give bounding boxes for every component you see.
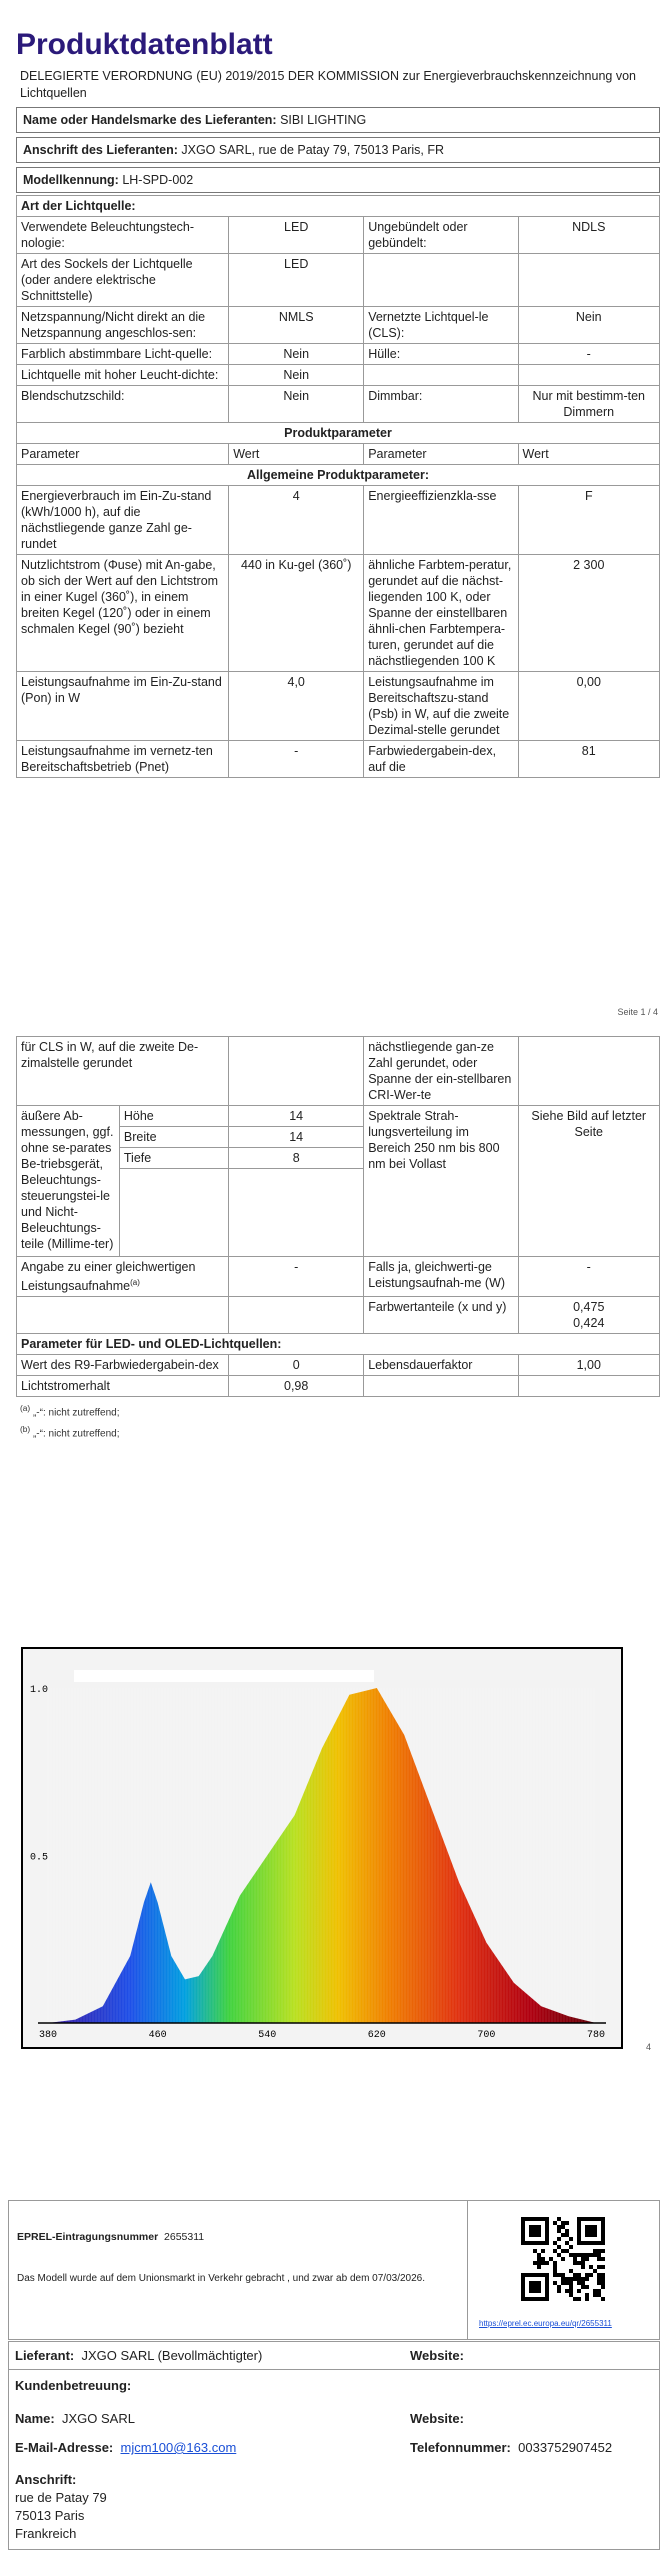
col-header-value-2: Wert <box>518 444 659 465</box>
lightsource-cell: Blendschutzschild: <box>17 386 229 423</box>
lightsource-cell <box>518 365 659 386</box>
lightsource-cell: Art des Sockels der Lichtquelle (oder andere elektrische Schnittstelle) <box>17 254 229 307</box>
param-cell: 81 <box>518 741 659 778</box>
param-cell: Leistungsaufnahme im Bereitschaftszu-stand (Psb) in W, auf die zweite Dezimal-stelle gerundet <box>364 672 518 741</box>
lightsource-table <box>16 195 660 778</box>
lumen-maint-value: 0,98 <box>229 1376 364 1397</box>
param-cell: ähnliche Farbtem-peratur, gerundet auf die nächst-liegenden 100 K, oder Spanne der einstellbaren ähnli-chen Farbtempera-turen, gerundet auf die nächstliegenden 100 K <box>364 555 518 672</box>
param-cell: Nutzlichtstrom (Φuse) mit An-gabe, ob sich der Wert auf den Lichtstrom in einer Kugel (360˚), in einem breiten Kegel (120˚) oder in einem schmalen Kegel (90˚) bezieht <box>17 555 229 672</box>
dim-depth-value: 8 <box>229 1148 364 1169</box>
y-tick-label: 1.0 <box>30 1685 49 1696</box>
ifyes-value: - <box>518 1257 660 1297</box>
param-cell: Leistungsaufnahme im Ein-Zu-stand (Pon) in W <box>17 672 229 741</box>
dim-height-label: Höhe <box>119 1106 228 1127</box>
service-heading: Kundenbetreuung: <box>15 2378 132 2393</box>
param-cell: Leistungsaufnahme im vernetz-ten Bereitschaftsbetrieb (Pnet) <box>17 741 229 778</box>
model-id-row: Modellkennung: LH-SPD-002 <box>16 167 660 193</box>
param-row <box>17 741 660 778</box>
lightsource-row <box>17 217 660 254</box>
x-tick-label: 380 <box>38 2030 58 2041</box>
lightsource-cell <box>364 365 518 386</box>
x-tick-label: 460 <box>148 2030 167 2041</box>
col-header-param-2: Parameter <box>364 444 518 465</box>
param-cell: Farbwiedergabein-dex, auf die <box>364 741 518 778</box>
chart-top-band <box>74 1670 374 1682</box>
param-cell: 2 300 <box>518 555 659 672</box>
equiv-power-label: Angabe zu einer gleichwertigen Leistungsaufnahme$^{(a)}$ <box>17 1257 229 1297</box>
chromaticity-label: Farbwertanteile (x und y) <box>364 1297 518 1334</box>
footnote-a: $^{(a)}$ „-“: nicht zutreffend; <box>20 1403 120 1419</box>
x-tick-label: 780 <box>586 2030 606 2041</box>
eprel-link[interactable]: https://eprel.ec.europa.eu/qr/2655311 <box>479 2319 612 2328</box>
spectral-distribution-chart <box>14 1640 654 2060</box>
lightsource-cell: Nein <box>229 344 364 365</box>
dimensions-label: äußere Ab-messungen, ggf. ohne se-parates Be-triebsgerät, Beleuchtungs-steuerungstei-le und Nicht-Beleuchtungs-teile (Millime-ter) <box>17 1106 120 1257</box>
supplier-name-row: Name oder Handelsmarke des Lieferanten: SIBI LIGHTING <box>16 107 660 133</box>
chart-page-mark: 4 <box>646 2042 652 2052</box>
service-email-row: E-Mail-Adresse: mjcm100@163.com Telefonnummer: 0033752907452 <box>15 2440 613 2455</box>
lightsource-cell: Vernetzte Lichtquel-le (CLS): <box>364 307 518 344</box>
lightsource-cell: Verwendete Beleuchtungstech-nologie: <box>17 217 229 254</box>
email-link[interactable]: mjcm100@163.com <box>120 2440 237 2455</box>
lightsource-cell: Nein <box>229 365 364 386</box>
lightsource-row <box>17 307 660 344</box>
y-tick-label: 0.5 <box>30 1852 49 1864</box>
lightsource-cell: Netzspannung/Nicht direkt an die Netzspannung angeschlos-sen: <box>17 307 229 344</box>
eprel-reg-row: EPREL-Eintragungsnummer 2655311 <box>17 2231 205 2243</box>
param-cell: - <box>229 741 364 778</box>
r9-label: Wert des R9-Farbwiedergabein-dex <box>17 1355 229 1376</box>
lightsource-row <box>17 254 660 307</box>
dim-depth-label: Tiefe <box>119 1148 228 1169</box>
eprel-market-text: Das Modell wurde auf dem Unionsmarkt in Verkehr gebracht , und zwar ab dem 07/03/2026. <box>17 2273 425 2284</box>
param-cell: F <box>518 486 659 555</box>
qr-code-icon <box>521 2217 605 2301</box>
col-header-value: Wert <box>229 444 364 465</box>
lightsource-cell: LED <box>229 254 364 307</box>
lightsource-cell: Hülle: <box>364 344 518 365</box>
lightsource-cell: Nur mit bestimm-ten Dimmern <box>518 386 659 423</box>
eprel-box <box>8 2200 660 2340</box>
survival-label: Lebensdauerfaktor <box>364 1355 518 1376</box>
regulation-subtitle: DELEGIERTE VERORDNUNG (EU) 2019/2015 DER KOMMISSION zur Energieverbrauchskennzeichnung von Lichtquellen <box>20 69 636 100</box>
lightsource-cell: Farblich abstimmbare Licht-quelle: <box>17 344 229 365</box>
lightsource-cell: Nein <box>229 386 364 423</box>
param-row <box>17 672 660 741</box>
lightsource-cell: Ungebündelt oder gebündelt: <box>364 217 518 254</box>
param-cell: Energieeffizienzkla-sse <box>364 486 518 555</box>
param-cell: 440 in Ku-gel (360˚) <box>229 555 364 672</box>
param-cell: 4 <box>229 486 364 555</box>
param-row <box>17 486 660 555</box>
general-params-heading: Allgemeine Produktparameter: <box>17 465 660 486</box>
x-tick-label: 700 <box>477 2030 496 2041</box>
lightsource-cell: Nein <box>518 307 659 344</box>
footnote-b: $^{(b)}$ „-“: nicht zutreffend; <box>20 1424 120 1440</box>
lightsource-row <box>17 365 660 386</box>
lightsource-cell: Dimmbar: <box>364 386 518 423</box>
params-table-continued <box>16 1036 660 1397</box>
lightsource-heading: Art der Lichtquelle: <box>17 196 660 217</box>
x-tick-label: 620 <box>367 2030 386 2041</box>
supplier-contact-box <box>8 2341 660 2550</box>
lightsource-cell: NDLS <box>518 217 659 254</box>
params-heading: Produktparameter <box>17 423 660 444</box>
lightsource-cell: - <box>518 344 659 365</box>
cri-cont: nächstliegende gan-ze Zahl gerundet, oder Spanne der ein-stellbaren CRI-Wer-te <box>364 1037 518 1106</box>
param-cell: 0,00 <box>518 672 659 741</box>
lightsource-row <box>17 386 660 423</box>
survival-value: 1,00 <box>518 1355 660 1376</box>
chromaticity-value: 0,475 0,424 <box>518 1297 660 1334</box>
lightsource-cell <box>518 254 659 307</box>
r9-value: 0 <box>229 1355 364 1376</box>
lightsource-cell: LED <box>229 217 364 254</box>
page-number: Seite 1 / 4 <box>617 1007 658 1017</box>
lumen-maint-label: Lichtstromerhalt <box>17 1376 229 1397</box>
dim-height-value: 14 <box>229 1106 364 1127</box>
lightsource-row <box>17 344 660 365</box>
ifyes-label: Falls ja, gleichwerti-ge Leistungsaufnah-me (W) <box>364 1257 518 1297</box>
param-cell: 4,0 <box>229 672 364 741</box>
dim-width-value: 14 <box>229 1127 364 1148</box>
param-cell: Energieverbrauch im Ein-Zu-stand (kWh/1000 h), auf die nächstliegende ganze Zahl ge-rundet <box>17 486 229 555</box>
datasheet-page-2 <box>16 1036 660 1440</box>
supplier-address-row: Anschrift des Lieferanten: JXGO SARL, rue de Patay 79, 75013 Paris, FR <box>16 137 660 163</box>
supplier-row: Lieferant: JXGO SARL (Bevollmächtigter) Website: <box>9 2342 659 2370</box>
x-tick-label: 540 <box>258 2030 277 2041</box>
cls-standby-cont: für CLS in W, auf die zweite De-zimalstelle gerundet <box>17 1037 229 1106</box>
equiv-power-value: - <box>229 1257 364 1297</box>
datasheet-page-1 <box>16 28 660 778</box>
lightsource-cell: NMLS <box>229 307 364 344</box>
col-header-param: Parameter <box>17 444 229 465</box>
lightsource-cell: Lichtquelle mit hoher Leucht-dichte: <box>17 365 229 386</box>
service-address: Anschrift: rue de Patay 79 75013 Paris Frankreich <box>15 2472 107 2541</box>
lightsource-cell <box>364 254 518 307</box>
spectral-label: Spektrale Strah-lungsverteilung im Bereich 250 nm bis 800 nm bei Vollast <box>364 1106 518 1257</box>
spectral-value: Siehe Bild auf letzter Seite <box>518 1106 660 1257</box>
service-name-row: Name: JXGO SARL Website: <box>15 2411 464 2426</box>
page-title: Produktdatenblatt <box>16 28 273 61</box>
led-params-heading: Parameter für LED- und OLED-Lichtquellen: <box>17 1334 660 1355</box>
dim-width-label: Breite <box>119 1127 228 1148</box>
param-row <box>17 555 660 672</box>
